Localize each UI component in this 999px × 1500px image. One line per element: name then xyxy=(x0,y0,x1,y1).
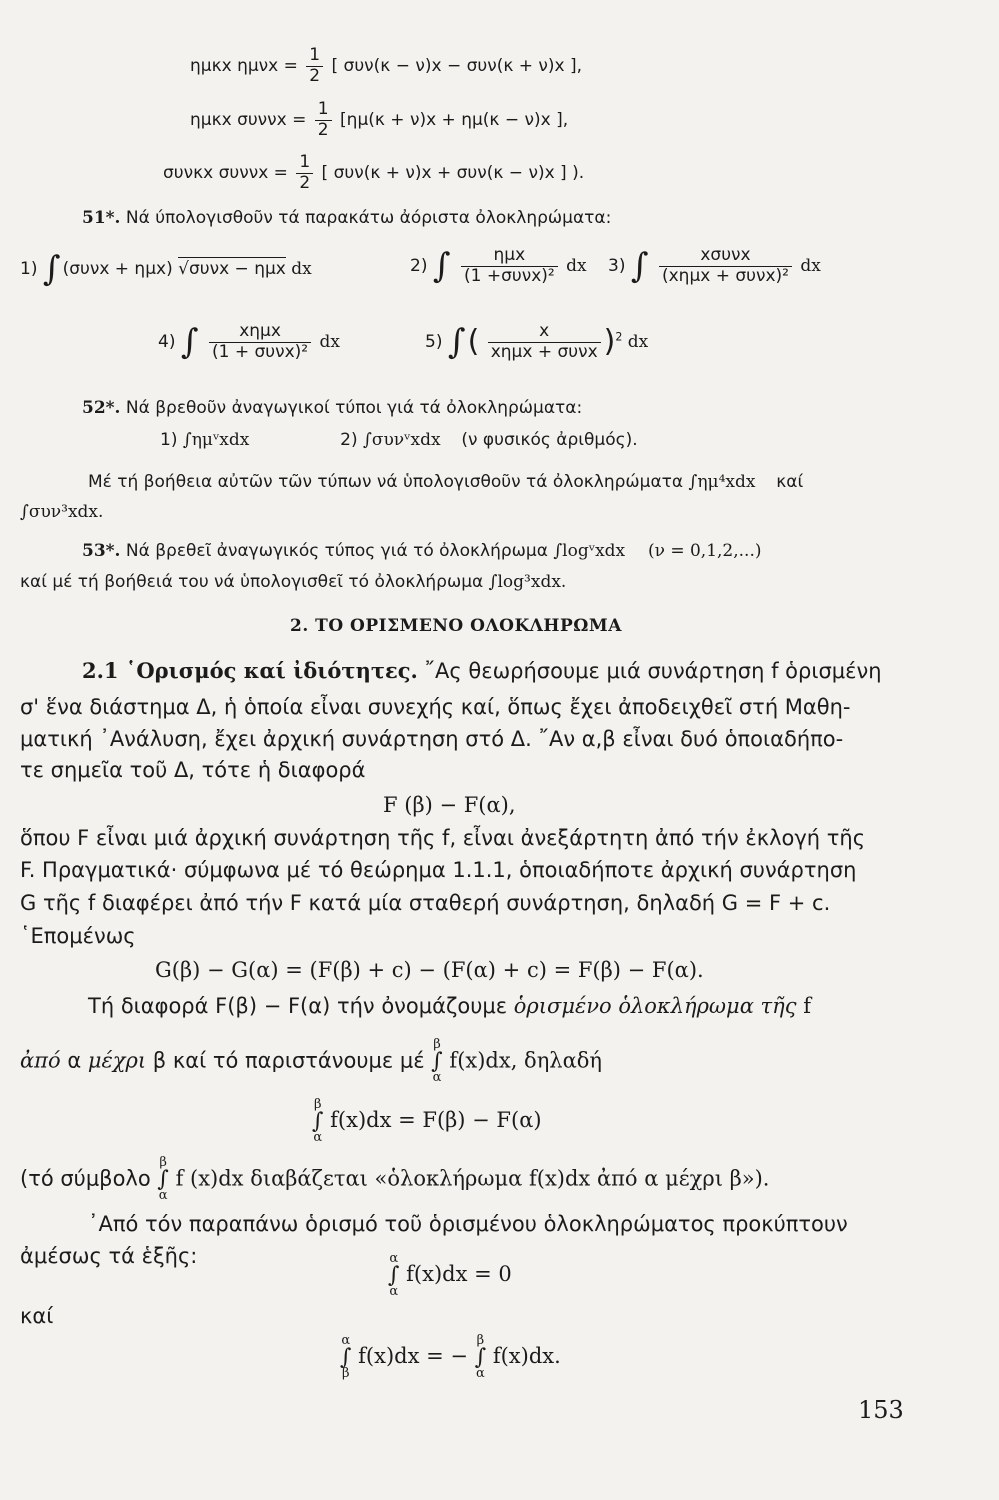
identity-1-rhs: [ συν(κ − ν)x − συν(κ + ν)x ], xyxy=(331,56,583,77)
integral-4-dx: dx xyxy=(319,332,340,353)
integral-sign-icon: ∫ xyxy=(388,1262,400,1288)
integral-2-dx: dx xyxy=(566,256,587,277)
identity-3-rhs: [ συν(κ + ν)x + συν(κ − ν)x ] ). xyxy=(321,163,585,184)
formula-1-label: 1) xyxy=(160,430,178,450)
integral-sign-icon: ∫ xyxy=(447,322,466,363)
integral-log-3: ∫log³xdx. xyxy=(488,572,567,592)
definition-para-2-line-1: ὅπου F εἶναι μιά ἀρχική συνάρτηση τῆς f, εἶναι ἀνεξάρτητη ἀπό τήν ἐκλογή τῆς xyxy=(20,826,866,850)
exercise-53-condition: (ν = 0,1,2,...) xyxy=(647,541,762,561)
exercise-52-line-3: Μέ τή βοήθεια αὐτῶν τῶν τύπων νά ὑπολογισθοῦν τά ὀλοκληρώματα ∫ημ⁴xdx καί xyxy=(88,472,804,492)
exercise-53-text: Νά βρεθεῖ ἀναγωγικός τύπος γιά τό ὀλοκλήρωμα xyxy=(125,541,548,561)
integral-log-n: ∫logᵛxdx xyxy=(553,541,626,561)
integral-5-label: 5) xyxy=(425,332,443,353)
defined-integral-term: ὁρισμένο ὁλοκλήρωμα τῆς xyxy=(513,994,797,1018)
exercise-53-line-2: καί μέ τή βοήθειά του νά ὑπολογισθεῖ τό ὀλοκλήρωμα ∫log³xdx. xyxy=(20,572,567,592)
identity-3-fraction: $\frac{1}{2}$ xyxy=(296,153,313,193)
subsection-heading: 2.1 ῾Ορισμός καί ἰδιότητες. xyxy=(82,658,418,683)
integral-sign-icon: ∫ xyxy=(180,322,199,363)
definition-para-3-line-1: Τή διαφορά F(β) − F(α) τήν ὀνομάζουμε ὁρισμένο ὁλοκλήρωμα τῆς f xyxy=(88,994,811,1018)
conjunction-kai: καί xyxy=(20,1304,54,1328)
equation-f-diff: F (β) − F(α), xyxy=(383,793,516,817)
identity-2-rhs: [ημ(κ + ν)x + ημ(κ − ν)x ], xyxy=(340,110,569,131)
integral-sign-icon: ∫ xyxy=(630,246,649,287)
integral-sign-icon: ∫ xyxy=(340,1344,352,1370)
integral-1-radicand: συνx − ημx xyxy=(188,259,286,279)
integral-5-dx: dx xyxy=(627,332,649,353)
definite-integral-symbol: α ∫ β xyxy=(340,1333,352,1382)
page-number: 153 xyxy=(858,1396,904,1424)
integral-sign-icon: ∫ xyxy=(157,1166,169,1192)
integral-5 xyxy=(425,322,648,362)
integral-sign-icon: ∫ xyxy=(42,249,61,289)
integral-2-label: 2) xyxy=(410,256,428,277)
exercise-52-formulas xyxy=(160,432,638,449)
section-title: 2. ΤΟ ΟΡΙΣΜΕΝΟ ΟΛΟΚΛΗΡΩΜΑ xyxy=(290,616,622,636)
integral-1 xyxy=(20,249,312,289)
exercise-51-label: 51*. xyxy=(82,208,121,228)
integral-4-fraction: $\frac{\text{xημx}}{\text{(1 + συνx)²}}$ xyxy=(209,322,311,362)
definition-para-5-line-1: ᾿Από τόν παραπάνω ὁρισμό τοῦ ὁρισμένου ὁλοκληρώματος προκύπτουν xyxy=(88,1212,848,1236)
formula-2-label: 2) xyxy=(340,430,358,450)
definition-para-2-line-2: F. Πραγματικά· σύμφωνα μέ τό θεώρημα 1.1.1, ὁποιαδήποτε ἀρχική συνάρτηση xyxy=(20,858,857,882)
exercise-51-text: Νά ύπολογισθοῦν τά παρακάτω ἀόριστα ὀλοκληρώματα: xyxy=(125,208,612,228)
exercise-52-label: 52*. xyxy=(82,398,121,418)
formula-2: ∫συνᵛxdx xyxy=(363,430,441,450)
exercise-53 xyxy=(82,543,761,560)
left-paren: ( xyxy=(467,324,480,360)
identity-line-2 xyxy=(190,100,568,140)
integral-4-label: 4) xyxy=(158,332,176,353)
integral-1-dx: dx xyxy=(291,259,312,279)
identity-line-1 xyxy=(190,46,582,86)
integral-sign-icon: ∫ xyxy=(431,1048,443,1074)
exercise-52-line-4: ∫συν³xdx. xyxy=(20,502,104,522)
definition-para-2-line-4: ῾Επομένως xyxy=(20,924,136,948)
exercise-52-text: Νά βρεθοῦν ἀναγωγικοί τύποι γιά τά ὀλοκληρώματα: xyxy=(125,398,583,418)
integral-2-fraction: $\frac{\text{ημx}}{\text{(1 +συνx)²}}$ xyxy=(461,246,558,286)
identity-3-lhs: συνκx συννx = xyxy=(163,163,288,184)
integral-4 xyxy=(158,322,340,362)
integral-3-fraction: $\frac{\text{xσυνx}}{\text{(xημx + συνx)²}}$ xyxy=(659,246,792,286)
definition-para-4: (τό σύμβολο β ∫ α f (x)dx διαβάζεται «ὁλοκλήρωμα f(x)dx ἀπό α μέχρι β»). xyxy=(20,1155,770,1204)
equation-g-diff: G(β) − G(α) = (F(β) + c) − (F(α) + c) = F(β) − F(α). xyxy=(155,958,704,982)
integral-3 xyxy=(608,246,821,286)
integral-3-dx: dx xyxy=(800,256,821,277)
definition-para-2-line-3: G τῆς f διαφέρει ἀπό τήν F κατά μία σταθερή συνάρτηση, δηλαδή G = F + c. xyxy=(20,891,831,915)
integral-sign-icon: ∫ xyxy=(432,246,451,287)
definition-para-1-line-1: 2.1 ῾Ορισμός καί ἰδιότητες. ῎Ας θεωρήσουμε μιά συνάρτηση f ὁρισμένη xyxy=(82,658,882,683)
exercise-53-label: 53*. xyxy=(82,541,121,561)
identity-line-3 xyxy=(163,153,584,193)
definite-integral-symbol: β ∫ α xyxy=(312,1097,324,1146)
equation-definite-integral: β ∫ α f(x)dx = F(β) − F(α) xyxy=(312,1097,542,1146)
definition-para-1-line-2: σ' ἕνα διάστημα Δ, ἡ ὁποία εἶναι συνεχής καί, ὅπως ἔχει ἀποδειχθεῖ στή Μαθη- xyxy=(20,695,851,719)
identity-1-lhs: ημκx ημνx = xyxy=(190,56,298,77)
definition-para-5-line-2: ἀμέσως τά ἑξῆς: xyxy=(20,1244,198,1268)
integral-3-label: 3) xyxy=(608,256,626,277)
definition-para-1-line-4: τε σημεῖα τοῦ Δ, τότε ἡ διαφορά xyxy=(20,758,366,782)
integral-1-label: 1) xyxy=(20,259,38,279)
integral-sign-icon: ∫ xyxy=(474,1344,487,1370)
integral-2 xyxy=(410,246,587,286)
integral-1-integrand: (συνx + ημx) xyxy=(62,259,173,279)
definite-integral-symbol: α ∫ α xyxy=(388,1251,400,1300)
definition-para-3-line-2: ἀπό α μέχρι β καί τό παριστάνουμε μέ β ∫ α f(x)dx, δηλαδή xyxy=(20,1037,602,1086)
integral-sign-icon: ∫ xyxy=(312,1108,324,1134)
formula-1: ∫ημᵛxdx xyxy=(182,430,250,450)
exercise-52 xyxy=(82,400,582,417)
integral-5-exponent: 2 xyxy=(615,330,623,344)
integral-5-fraction: $\frac{x}{\text{xημx + συνx}}$ xyxy=(488,322,601,362)
formula-2-note: (ν φυσικός ἀριθμός). xyxy=(461,430,638,450)
equation-reversed-limits: α ∫ β f(x)dx = − β ∫ α f(x)dx. xyxy=(340,1333,561,1382)
integral-sin4: ∫ημ⁴xdx xyxy=(688,472,756,492)
right-paren: ) xyxy=(603,324,616,360)
definite-integral-symbol: β ∫ α xyxy=(474,1333,487,1382)
identity-1-fraction: $\frac{1}{2}$ xyxy=(306,46,323,86)
identity-2-fraction: $\frac{1}{2}$ xyxy=(315,100,332,140)
definite-integral-symbol: β ∫ α xyxy=(431,1037,443,1086)
identity-2-lhs: ημκx συννx = xyxy=(190,110,307,131)
bleed-through-text xyxy=(720,72,726,93)
equation-zero-integral: α ∫ α f(x)dx = 0 xyxy=(388,1251,512,1300)
definition-para-1-line-3: ματική ᾿Ανάλυση, ἔχει ἀρχική συνάρτηση στό Δ. ῎Αν α,β εἶναι δυό ὁποιαδήπο- xyxy=(20,727,844,751)
exercise-51 xyxy=(82,210,611,227)
definite-integral-symbol: β ∫ α xyxy=(157,1155,169,1204)
square-root: √συνx − ημx xyxy=(178,259,286,279)
